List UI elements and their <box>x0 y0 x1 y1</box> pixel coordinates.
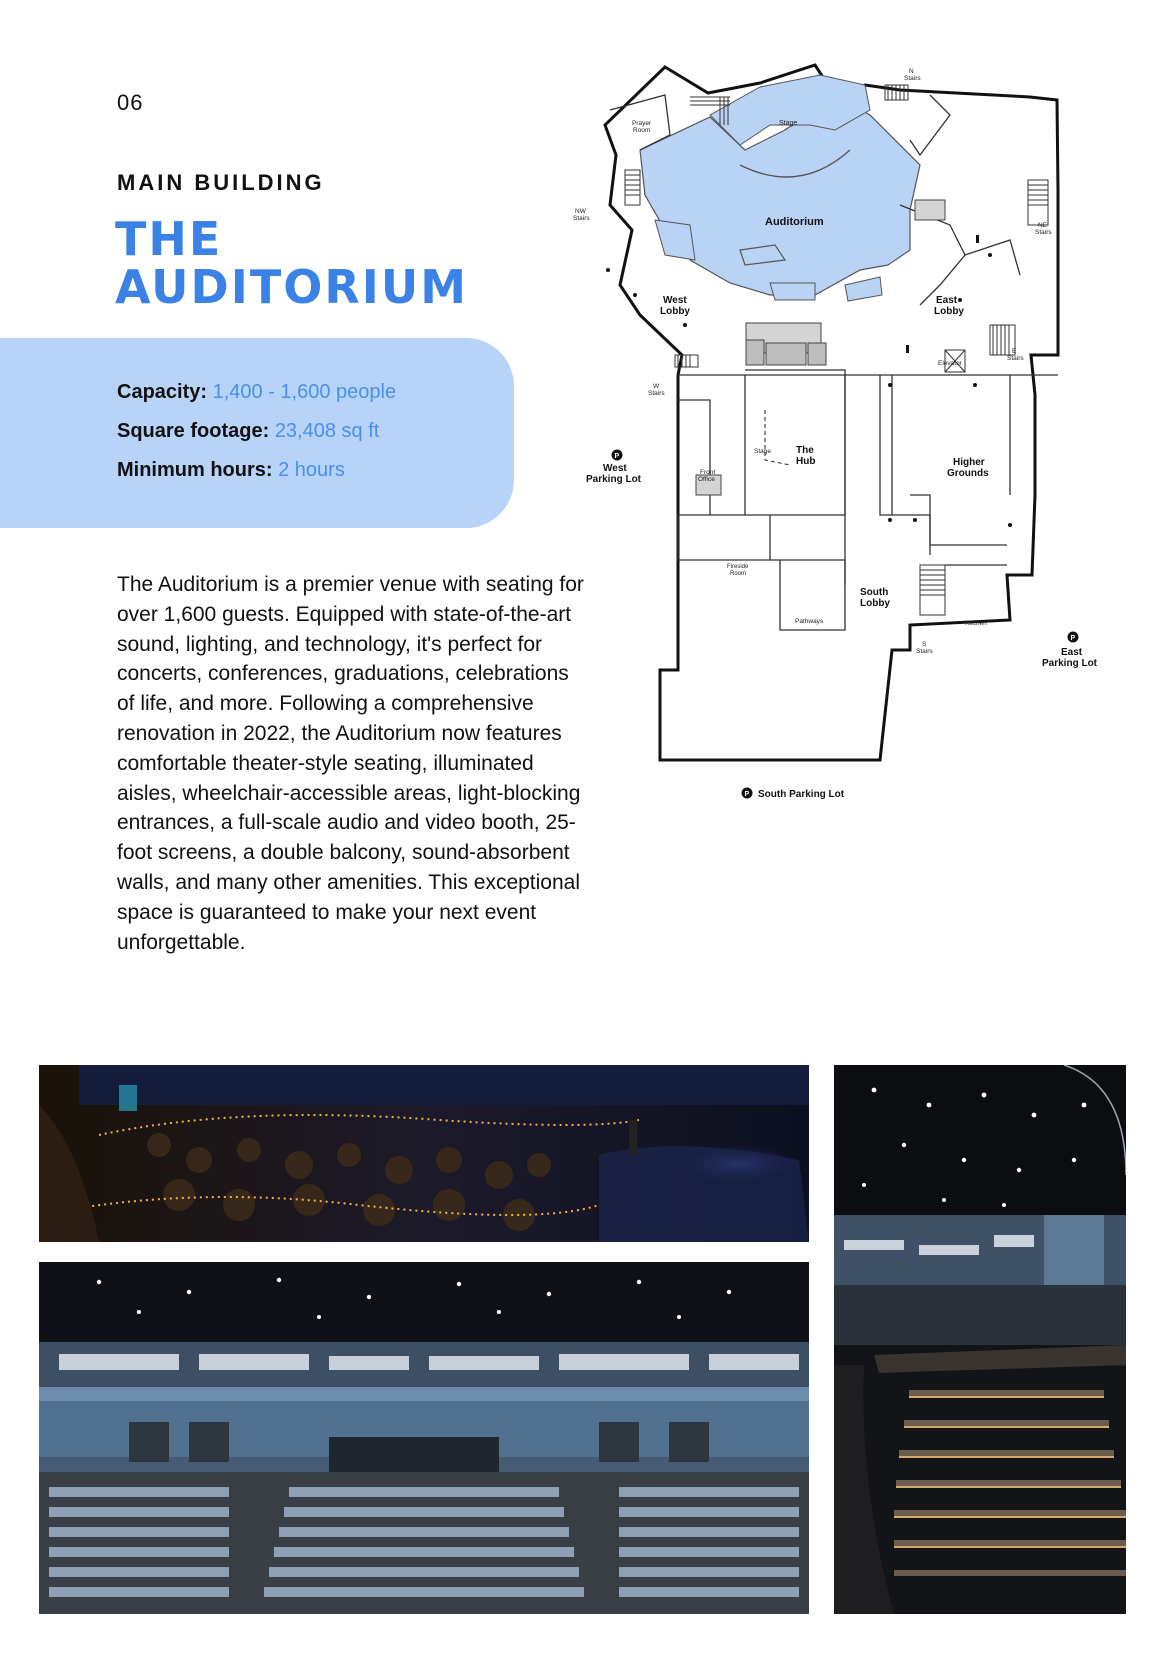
svg-text:The: The <box>796 445 814 456</box>
svg-text:Kitchen: Kitchen <box>965 620 987 627</box>
photo-event-audience <box>39 1065 809 1242</box>
svg-text:P: P <box>744 791 750 798</box>
venue-description: The Auditorium is a premier venue with seating for over 1,600 guests. Equipped with state-of-the-art sound, lighting, and technology, it's perfect for concerts, conferences, graduations, celebrations of life, and more. Following a comprehensive renovation in 2022, the Auditorium now features comfortable theater-style seating, illuminated aisles, wheelchair-accessible areas, light-blocking entrances, a full-scale audio and video booth, 25-foot screens, a double balcony, sound-absorbent walls, and many other amenities. This exceptional space is guaranteed to make your next event unforgettable. <box>117 573 584 954</box>
svg-text:NW: NW <box>575 208 586 215</box>
stat-label: Minimum hours: <box>117 459 273 481</box>
svg-text:Stairs: Stairs <box>573 215 590 222</box>
restroom-block-ne <box>915 200 945 220</box>
svg-text:E: E <box>1012 348 1017 355</box>
svg-text:Lobby: Lobby <box>860 598 890 609</box>
svg-text:East: East <box>1061 647 1083 658</box>
svg-text:Lobby: Lobby <box>660 306 690 317</box>
svg-text:Grounds: Grounds <box>947 468 989 479</box>
stat-value: 23,408 sq ft <box>274 420 380 442</box>
stat-value: 2 hours <box>278 459 345 481</box>
svg-text:Prayer: Prayer <box>632 120 652 127</box>
svg-text:Stairs: Stairs <box>904 75 921 82</box>
stat-minimum-hours <box>117 459 345 482</box>
svg-text:Stairs: Stairs <box>1035 229 1052 236</box>
svg-text:South Parking Lot: South Parking Lot <box>758 789 845 800</box>
svg-text:Parking Lot: Parking Lot <box>1042 658 1098 669</box>
svg-text:N: N <box>909 68 914 75</box>
svg-text:Room: Room <box>730 571 747 577</box>
stat-capacity <box>117 381 396 404</box>
svg-text:Stairs: Stairs <box>648 390 665 397</box>
svg-text:Stairs: Stairs <box>916 648 933 655</box>
svg-text:Auditorium: Auditorium <box>765 216 824 228</box>
svg-text:Office: Office <box>698 476 715 483</box>
svg-text:Pathways: Pathways <box>795 618 824 625</box>
title-line-2: AUDITORIUM <box>115 260 468 314</box>
stat-square-footage <box>117 420 379 443</box>
section-eyebrow: MAIN BUILDING <box>117 170 325 195</box>
svg-text:Stage: Stage <box>754 448 771 455</box>
svg-text:Lobby: Lobby <box>934 306 964 317</box>
floor-plan <box>570 55 1110 810</box>
svg-text:Parking Lot: Parking Lot <box>586 474 642 485</box>
svg-text:Front: Front <box>700 469 716 476</box>
svg-text:Room: Room <box>633 127 651 134</box>
svg-text:Higher: Higher <box>953 457 985 468</box>
page-title <box>115 212 468 314</box>
svg-text:West: West <box>663 295 687 306</box>
title-line-1: THE <box>115 212 223 266</box>
photo-empty-auditorium-seating <box>39 1262 809 1614</box>
svg-text:P: P <box>1070 635 1076 642</box>
svg-text:East: East <box>936 295 958 306</box>
stat-label: Square footage: <box>117 420 270 442</box>
svg-text:P: P <box>614 453 620 460</box>
svg-text:W: W <box>653 383 660 390</box>
page-number: 06 <box>117 90 144 115</box>
svg-text:NE: NE <box>1038 222 1048 229</box>
photo-stage-steps <box>834 1065 1126 1614</box>
restroom-block-top <box>746 323 826 365</box>
svg-text:Stairs: Stairs <box>1007 355 1024 362</box>
svg-text:Elevator: Elevator <box>938 360 962 367</box>
svg-text:South: South <box>860 587 889 598</box>
stat-label: Capacity: <box>117 381 208 403</box>
svg-text:S: S <box>922 641 927 648</box>
svg-text:Fireside: Fireside <box>727 564 749 570</box>
svg-text:Stage: Stage <box>779 120 798 127</box>
svg-text:Hub: Hub <box>796 456 816 467</box>
stat-value: 1,400 - 1,600 people <box>212 381 397 403</box>
svg-text:West: West <box>603 463 627 474</box>
